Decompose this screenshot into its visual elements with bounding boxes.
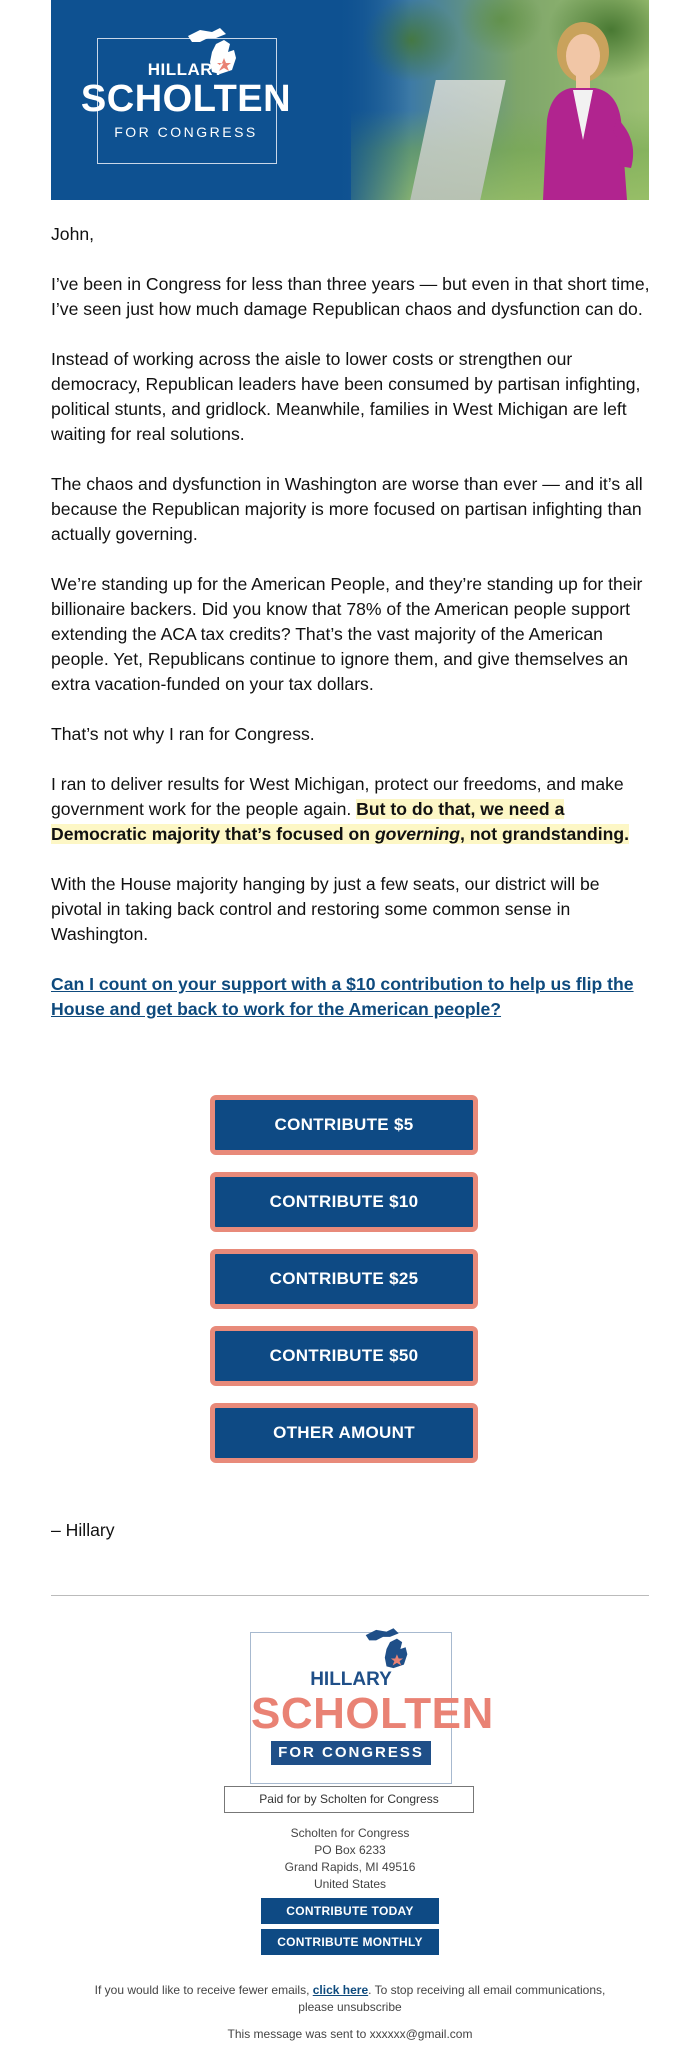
footer-logo-name-last: SCHOLTEN	[251, 1689, 494, 1738]
highlight-part-b: , not grandstanding.	[459, 824, 630, 844]
unsub-text-pre: If you would like to receive fewer emails,	[94, 1983, 313, 1997]
address-line: Scholten for Congress	[290, 1826, 410, 1840]
greeting: John,	[51, 224, 95, 244]
paragraph-1: I’ve been in Congress for less than three years — but even in that short time, I’ve seen just how much damage Republican chaos and dysfunction can do.	[51, 274, 650, 319]
paragraph-2: Instead of working across the aisle to lower costs or strengthen our democracy, Republican leaders have been consumed by partisan infighting, political stunts, and gridlock. Meanwhile, families in West Michigan are left waiting for real solutions.	[51, 349, 641, 444]
highlight-part-a: But to do that, we need a Democratic majority that’s focused on	[51, 799, 565, 844]
highlight-emphasis: governing	[374, 824, 460, 844]
mailing-address	[200, 1825, 500, 1893]
other-amount-button[interactable]: OTHER AMOUNT	[210, 1403, 478, 1463]
footer-logo-tagline: FOR CONGRESS	[271, 1741, 431, 1765]
header-logo-name-last: SCHOLTEN	[80, 78, 292, 120]
contribute-25-button[interactable]: CONTRIBUTE $25	[210, 1249, 478, 1309]
signature: – Hillary	[51, 1520, 115, 1540]
fewer-emails-link[interactable]: click here	[312, 1983, 369, 1997]
recipient-notice: This message was sent to xxxxxx@gmail.com	[227, 2027, 473, 2041]
header-logo-tagline: FOR CONGRESS	[114, 124, 258, 140]
contribute-monthly-button[interactable]: CONTRIBUTE MONTHLY	[261, 1929, 439, 1955]
banner-fade	[331, 0, 411, 200]
address-line: PO Box 6233	[314, 1843, 386, 1857]
contribute-today-button[interactable]: CONTRIBUTE TODAY	[261, 1898, 439, 1924]
paragraph-7: With the House majority hanging by just a few seats, our district will be pivotal in taking back control and restoring some common sense in Washington.	[51, 874, 600, 944]
contribute-50-button[interactable]: CONTRIBUTE $50	[210, 1326, 478, 1386]
header-logo-name-first: HILLARY	[147, 60, 225, 79]
paid-for-disclaimer: Paid for by Scholten for Congress	[224, 1786, 474, 1813]
paragraph-5: That’s not why I ran for Congress.	[51, 724, 315, 744]
unsub-text-post: . To stop receiving all email communications, please unsubscribe	[298, 1983, 606, 2014]
contribution-buttons	[210, 1095, 490, 1480]
header-banner	[51, 0, 649, 200]
email-body	[51, 222, 651, 1047]
paragraph-6	[51, 772, 651, 847]
contribution-ask-link[interactable]: Can I count on your support with a $10 contribution to help us flip the House and get back to work for the American people?	[51, 974, 634, 1019]
divider	[51, 1595, 649, 1596]
paragraph-4: We’re standing up for the American People, and they’re standing up for their billionaire backers. Did you know that 78% of the American people support extending the ACA tax credits? That’s the vast majority of the American people. Yet, Republicans continue to ignore them, and give themselves an extra vacation-funded on your tax dollars.	[51, 574, 643, 694]
address-line: Grand Rapids, MI 49516	[284, 1860, 416, 1874]
unsubscribe-notice	[80, 1982, 620, 2016]
address-line: United States	[313, 1877, 387, 1891]
footer-logo-name-first: HILLARY	[310, 1669, 392, 1690]
paragraph-6-plain: I ran to deliver results for West Michigan, protect our freedoms, and make government work for the people again.	[51, 774, 624, 819]
candidate-photo	[521, 0, 649, 200]
contribute-5-button[interactable]: CONTRIBUTE $5	[210, 1095, 478, 1155]
contribute-10-button[interactable]: CONTRIBUTE $10	[210, 1172, 478, 1232]
paragraph-3: The chaos and dysfunction in Washington are worse than ever — and it’s all because the Republican majority is more focused on partisan infighting than actually governing.	[51, 474, 643, 544]
michigan-map-icon	[364, 1625, 416, 1673]
footer-logo	[250, 1632, 494, 1784]
